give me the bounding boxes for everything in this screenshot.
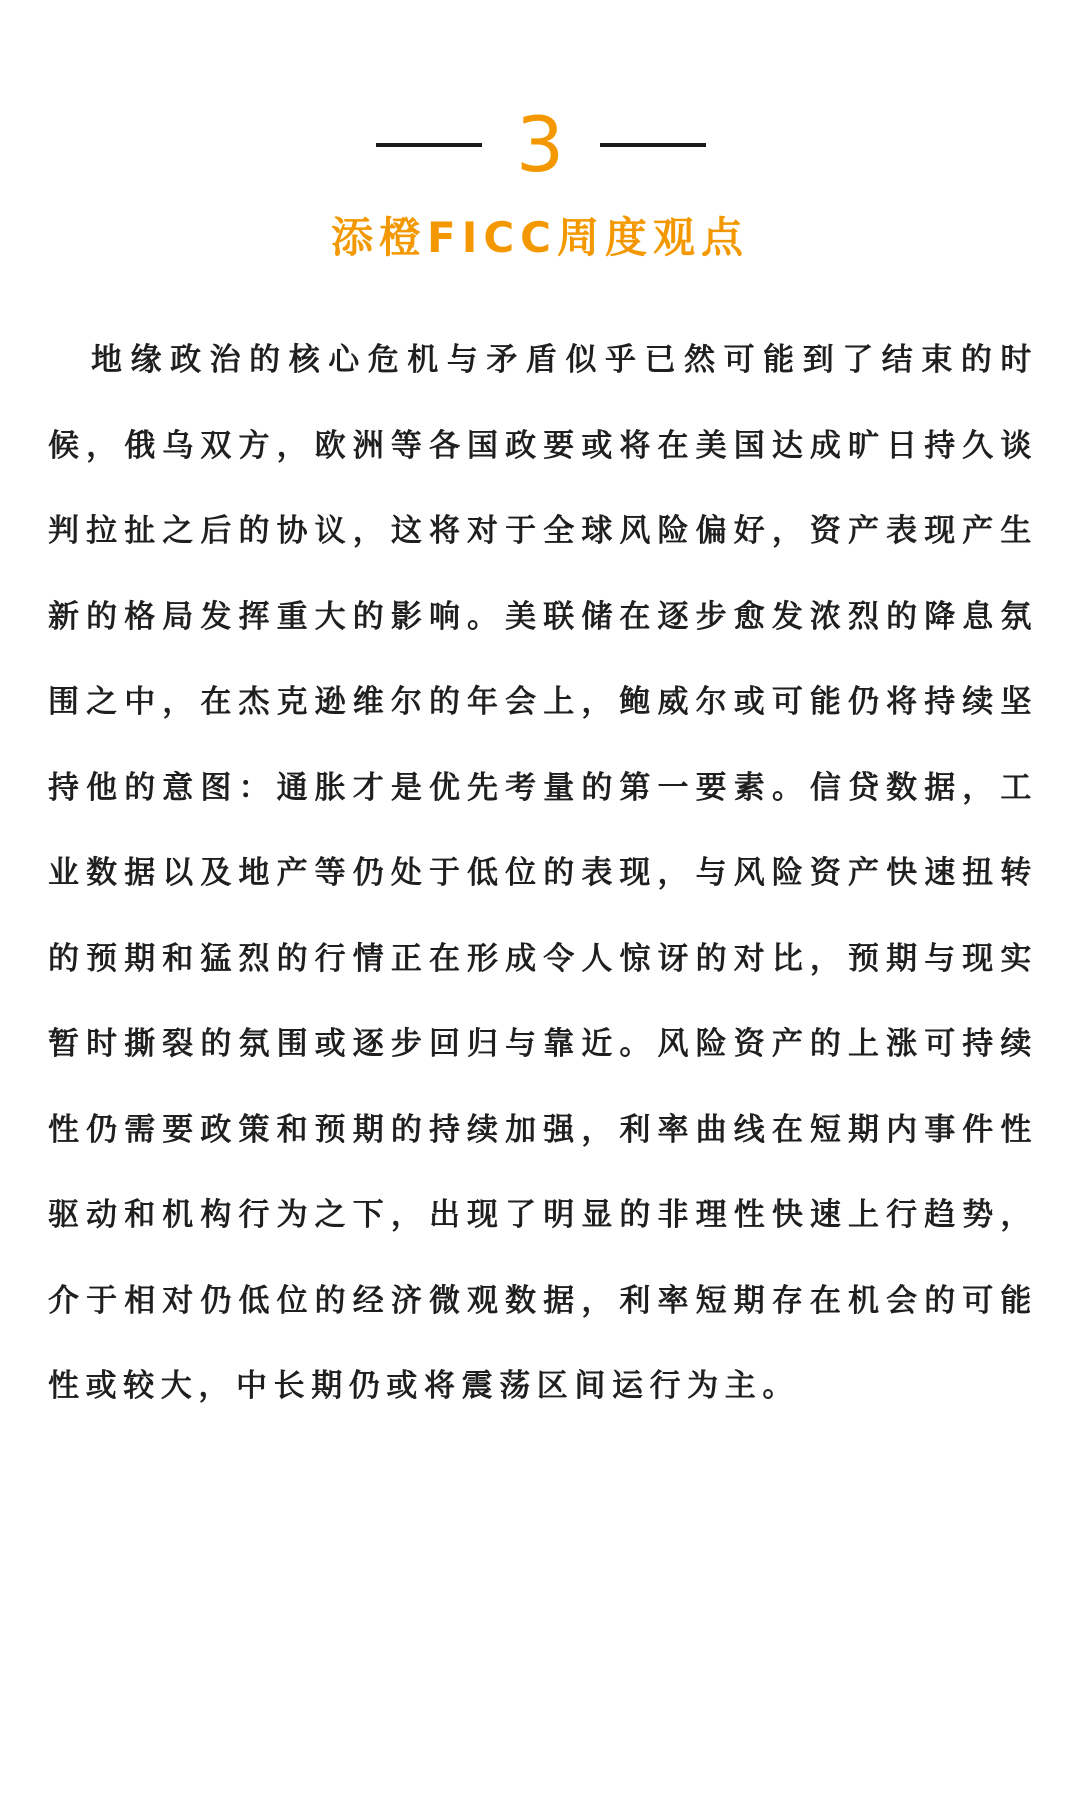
section-title: 添橙FICC周度观点 [331,213,749,262]
section-header [0,95,1080,195]
article-paragraph: 地缘政治的核心危机与矛盾似乎已然可能到了结束的时候，俄乌双方，欧洲等各国政要或将在美国达成旷日持久谈判拉扯之后的协议，这将对于全球风险偏好，资产表现产生新的格局发挥重大的影响。美联储在逐步愈发浓烈的降息氛围之中，在杰克逊维尔的年会上，鲍威尔或可能仍将持续坚持他的意图：通胀才是优先考量的第一要素。信贷数据，工业数据以及地产等仍处于低位的表现，与风险资产快速扭转的预期和猛烈的行情正在形成令人惊讶的对比，预期与现实暂时撕裂的氛围或逐步回归与靠近。风险资产的上涨可持续性仍需要政策和预期的持续加强，利率曲线在短期内事件性驱动和机构行为之下，出现了明显的非理性快速上行趋势，介于相对仍低位的经济微观数据，利率短期存在机会的可能性或较大，中长期仍或将震荡区间运行为主。 [48,342,1038,1404]
divider-line-left [376,143,482,147]
section-number: 3 [515,100,565,189]
divider-line-right [600,143,706,147]
